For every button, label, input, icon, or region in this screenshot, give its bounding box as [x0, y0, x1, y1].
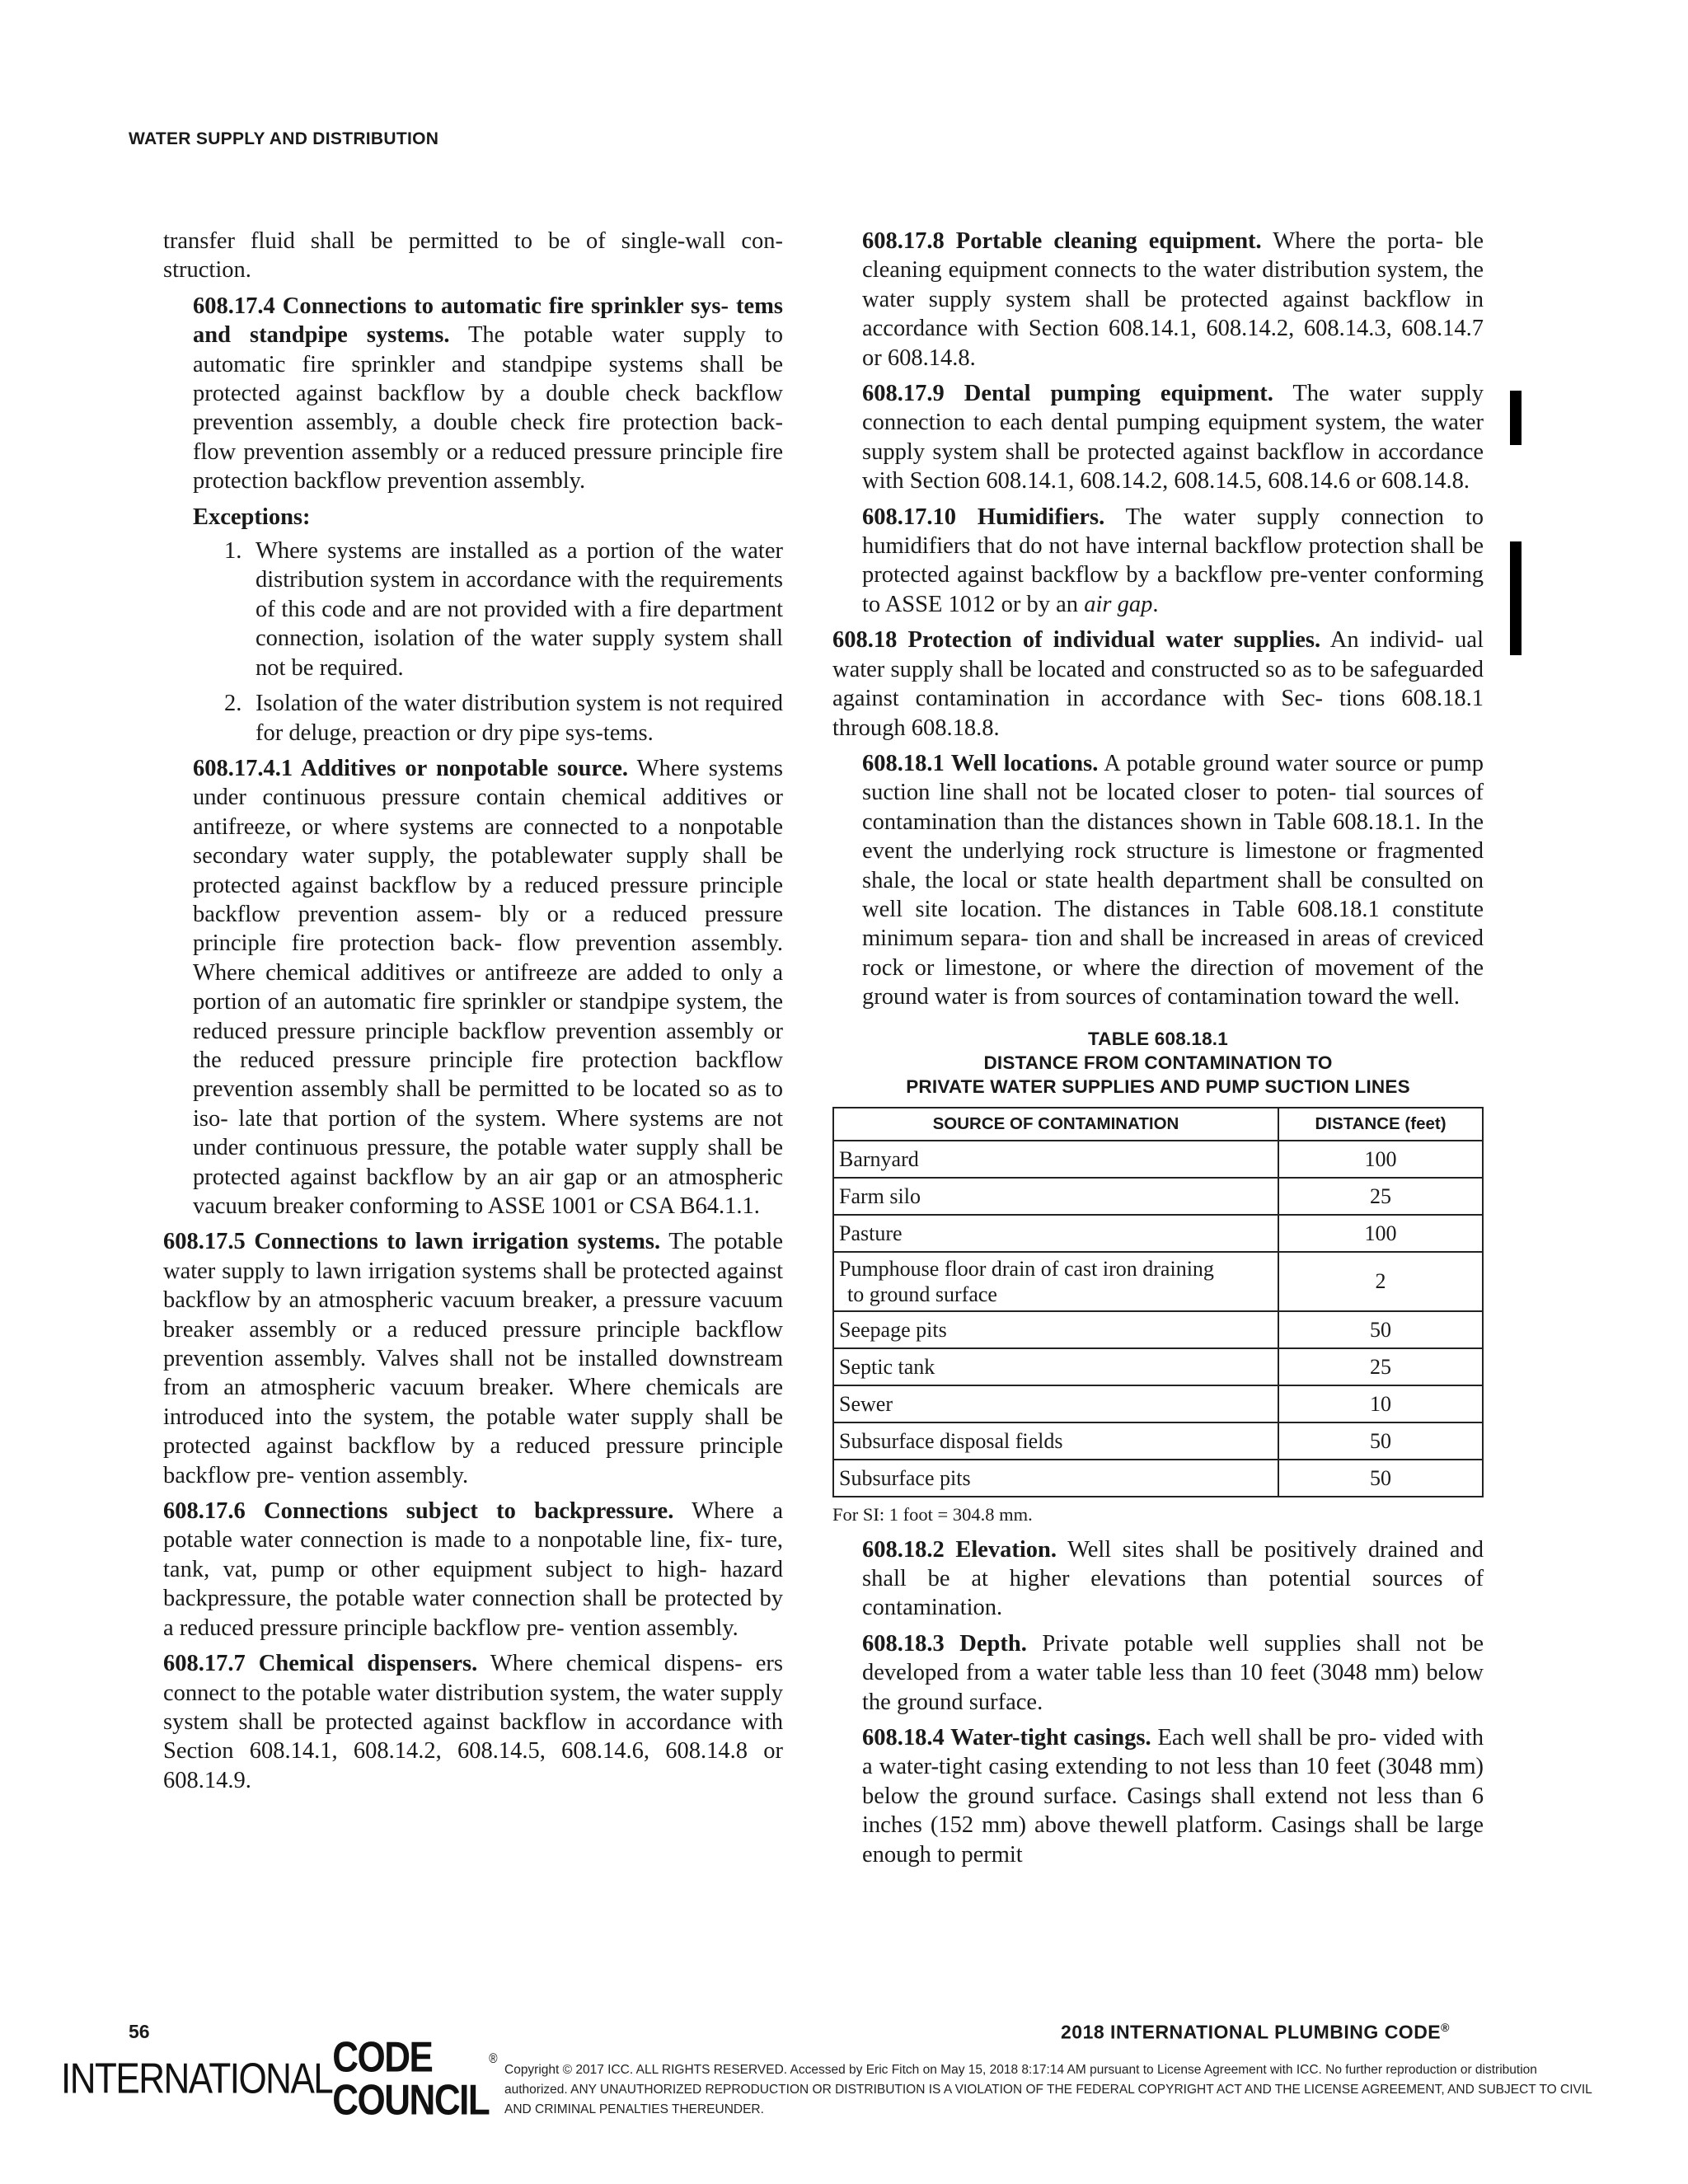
section-heading: 608.17.10 Humidifiers. — [862, 504, 1105, 530]
table-row — [833, 1348, 1483, 1385]
exception-text: Isolation of the water distribution system is not required for deluge, preaction or dry pipe sys-tems. — [256, 691, 783, 746]
section-text-end: . — [1152, 591, 1159, 617]
section-text: Each well shall be pro- vided with a water-tight casing extending to not less than 10 feet (3048 mm) below the ground surface. Casings shall extend not less than 6 inches (152 mm) above thewell platform. Casings shall be large enough to permit — [862, 1725, 1484, 1868]
section-text: An individ- ual water supply shall be located and constructed so as to be safeguarded against contamination in accordance with Sec- tions 608.18.1 through 608.18.8. — [832, 627, 1484, 741]
distance-cell: 50 — [1278, 1460, 1483, 1497]
exceptions-title: Exceptions: — [193, 504, 311, 530]
exception-text: Where systems are installed as a portion of the water distribution system in accordance with the requirements of this code and are not provided with a fire department connection, isolation of the water supply system shall not be required. — [256, 538, 783, 681]
section-text: The potable water supply to automatic fire sprinkler and standpipe systems shall be protected against backflow by a double check backflow prevention assembly, a double check fire protection back- flow prevention assembly or a reduced pressure principle fire protection backflow prevention assembly. — [193, 322, 784, 494]
column-header-source: SOURCE OF CONTAMINATION — [833, 1108, 1278, 1141]
source-cell: Subsurface pits — [833, 1460, 1278, 1497]
source-text: Pumphouse floor drain of cast iron draining — [839, 1256, 1214, 1281]
section-608-17-4-1 — [163, 754, 783, 1221]
source-cell: Sewer — [833, 1385, 1278, 1422]
distance-cell: 25 — [1278, 1178, 1483, 1215]
distance-cell: 50 — [1278, 1311, 1483, 1348]
distance-cell: 100 — [1278, 1141, 1483, 1178]
exception-number: 1. — [224, 538, 242, 565]
table-footnote: For SI: 1 foot = 304.8 mm. — [832, 1503, 1033, 1525]
section-text: A potable ground water source or pump suction line shall not be located closer to poten- tial sources of contamination than the distances shown in Table 608.18.1. In the event the underlying rock structure is limestone or fragmented shale, the local or state health department shall be consulted on well site location. The distances in Table 608.18.1 constitute minimum separa- tion and shall be increased in areas of creviced rock or limestone, or where the direction of movement of the ground water is from sources of contamination toward the well. — [862, 750, 1484, 1010]
exceptions-list — [163, 537, 783, 748]
distance-cell: 10 — [1278, 1385, 1483, 1422]
section-heading: 608.17.7 Chemical dispensers. — [163, 1651, 478, 1677]
section-text: Where the porta- ble cleaning equipment connects to the water distribution system, the water supply system shall be protected against backflow in accordance with Section 608.14.1, 608.14.2, 608.14.3, 608.14.7 or 608.14.8. — [862, 228, 1484, 371]
distance-cell: 2 — [1278, 1252, 1483, 1311]
section-text: The water supply connection to humidifiers that do not have internal backflow protection shall be protected against backflow by a backflow pre-venter conforming to ASSE 1012 or by an — [862, 504, 1484, 617]
copyright-notice: Copyright © 2017 ICC. ALL RIGHTS RESERVED. Accessed by Eric Fitch on May 15, 2018 8:17:14 AM pursuant to License Agreement with ICC. No further reproduction or distribution authorized. ANY UNAUTHORIZED REPRODUCTION OR DISTRIBUTION IS A VIOLATION OF THE FEDERAL COPYRIGHT ACT AND THE LICENSE AGREEMENT, AND SUBJECT TO CIVIL AND CRIMINAL PENALTIES THEREUNDER. — [504, 2063, 1592, 2116]
registered-mark: ® — [1441, 2021, 1450, 2034]
section-text: Where systems under continuous pressure contain chemical additives or antifreeze, or where systems are connected to a nonpotable secondary water supply, the potablewater supply shall be protected against backflow by a reduced pressure principle backflow prevention assem- bly or a reduced pressure principle fire protection back- flow prevention assembly. Where chemical additives or antifreeze are added to only a portion of an automatic fire sprinkler or standpipe system, the reduced pressure principle backflow prevention assembly or the reduced pressure principle fire protection backflow prevention assembly shall be permitted to be located so as to iso- late that portion of the system. Where systems are not under continuous pressure, the potable water supply shall be protected against backflow by an air gap or an atmospheric vacuum breaker conforming to ASSE 1001 or CSA B64.1.1. — [193, 755, 784, 1219]
exception-item — [163, 537, 783, 682]
source-cell: Barnyard — [833, 1141, 1278, 1178]
section-heading: 608.18.4 Water-tight casings. — [862, 1725, 1151, 1750]
source-text-continued: to ground surface — [847, 1282, 997, 1306]
section-608-17-5 — [163, 1227, 783, 1490]
distance-table — [832, 1107, 1484, 1497]
section-heading: 608.18.2 Elevation. — [862, 1536, 1057, 1563]
table-caption — [832, 1027, 1484, 1099]
section-heading: 608.17.5 Connections to lawn irrigation systems. — [163, 1229, 661, 1255]
section-heading: 608.18.3 Depth. — [862, 1630, 1027, 1657]
distance-cell: 50 — [1278, 1422, 1483, 1460]
logo-word-code-council: CODE COUNCIL — [332, 2033, 490, 2125]
logo-word-international: INTERNATIONAL — [61, 2055, 333, 2103]
continued-paragraph: transfer fluid shall be permitted to be of single-wall con- struction. — [163, 228, 783, 284]
source-cell — [833, 1252, 1278, 1311]
section-heading: 608.17.8 Portable cleaning equipment. — [862, 228, 1262, 254]
table-row — [833, 1178, 1483, 1215]
column-header-distance: DISTANCE (feet) — [1278, 1108, 1483, 1141]
section-608-17-7 — [163, 1649, 783, 1795]
section-608-18-1 — [832, 749, 1484, 1012]
section-heading: 608.17.6 Connections subject to backpressure. — [163, 1498, 674, 1525]
section-heading: 608.18 Protection of individual water supplies. — [832, 627, 1321, 654]
distance-cell: 100 — [1278, 1215, 1483, 1252]
section-608-17-9 — [832, 379, 1484, 496]
table-row — [833, 1460, 1483, 1497]
section-608-18 — [832, 626, 1484, 743]
exception-item — [163, 689, 783, 748]
distance-cell: 25 — [1278, 1348, 1483, 1385]
table-title-line-2: PRIVATE WATER SUPPLIES AND PUMP SUCTION LINES — [906, 1076, 1410, 1097]
book-title — [1061, 2021, 1450, 2044]
icc-logo — [61, 2033, 498, 2125]
section-608-18-3 — [832, 1629, 1484, 1717]
section-608-17-8 — [832, 227, 1484, 373]
italic-term: air gap — [1084, 591, 1153, 617]
section-text: Where a potable water connection is made to a nonpotable line, fix- ture, tank, vat, pump or other equipment subject to high- hazard backpressure, the potable water connection shall be protected by a reduced pressure principle backflow pre- vention assembly. — [163, 1498, 783, 1641]
change-bar — [1510, 391, 1522, 445]
table-row — [833, 1385, 1483, 1422]
table-row — [833, 1252, 1483, 1311]
right-column — [832, 227, 1484, 1876]
section-text: Where chemical dispens- ers connect to the potable water distribution system, the water supply system shall be protected against backflow in accordance with Section 608.14.1, 608.14.2, 608.14.5, 608.14.6, 608.14.8 or 608.14.9. — [163, 1651, 783, 1793]
section-608-17-10 — [832, 503, 1484, 620]
section-text: The water supply connection to each dental pumping equipment system, the water supply system shall be protected against backflow in accordance with Section 608.14.1, 608.14.2, 608.14.5, 608.14.6 or 608.14.8. — [862, 381, 1484, 494]
table-title-line-1: DISTANCE FROM CONTAMINATION TO — [983, 1052, 1333, 1073]
section-text: Private potable well supplies shall not be developed from a water table less than 10 feet (3048 mm) below the ground surface. — [862, 1630, 1484, 1715]
exception-number: 2. — [224, 691, 242, 717]
section-608-18-2 — [832, 1535, 1484, 1623]
source-cell: Subsurface disposal fields — [833, 1422, 1278, 1460]
table-row — [833, 1141, 1483, 1178]
section-608-18-4 — [832, 1723, 1484, 1869]
source-cell: Septic tank — [833, 1348, 1278, 1385]
logo-registered-mark: ® — [489, 2050, 498, 2066]
book-title-text: 2018 INTERNATIONAL PLUMBING CODE — [1061, 2021, 1442, 2043]
source-cell: Pasture — [833, 1215, 1278, 1252]
table-row — [833, 1311, 1483, 1348]
section-text: The potable water supply to lawn irrigation systems shall be protected against backflow by an atmospheric vacuum breaker, a pressure vacuum breaker assembly or a reduced pressure principle backflow prevention assembly. Valves shall not be installed downstream from an atmospheric vacuum breaker. Where chemicals are introduced into the system, the potable water supply shall be protected against backflow by a reduced pressure principle backflow pre- vention assembly. — [163, 1229, 783, 1488]
section-heading: 608.17.4 Connections to automatic fire sprinkler sys- tems and standpipe systems. — [193, 293, 783, 349]
table-row — [833, 1422, 1483, 1460]
source-cell: Seepage pits — [833, 1311, 1278, 1348]
section-heading: 608.17.4.1 Additives or nonpotable source. — [193, 755, 629, 781]
section-608-17-6 — [163, 1497, 783, 1643]
change-bar — [1510, 541, 1522, 655]
section-608-17-4 — [163, 292, 783, 496]
table-header-row — [833, 1108, 1483, 1141]
page-number: 56 — [129, 2021, 150, 2042]
section-heading: 608.17.9 Dental pumping equipment. — [862, 381, 1273, 407]
section-text: Well sites shall be positively drained and shall be at higher elevations than potential sources of contamination. — [862, 1536, 1484, 1621]
section-heading: 608.18.1 Well locations. — [862, 750, 1099, 776]
left-column — [163, 227, 783, 1802]
table-row — [833, 1215, 1483, 1252]
running-head: WATER SUPPLY AND DISTRIBUTION — [129, 129, 439, 148]
table-number: TABLE 608.18.1 — [1088, 1028, 1228, 1049]
source-cell: Farm silo — [833, 1178, 1278, 1215]
